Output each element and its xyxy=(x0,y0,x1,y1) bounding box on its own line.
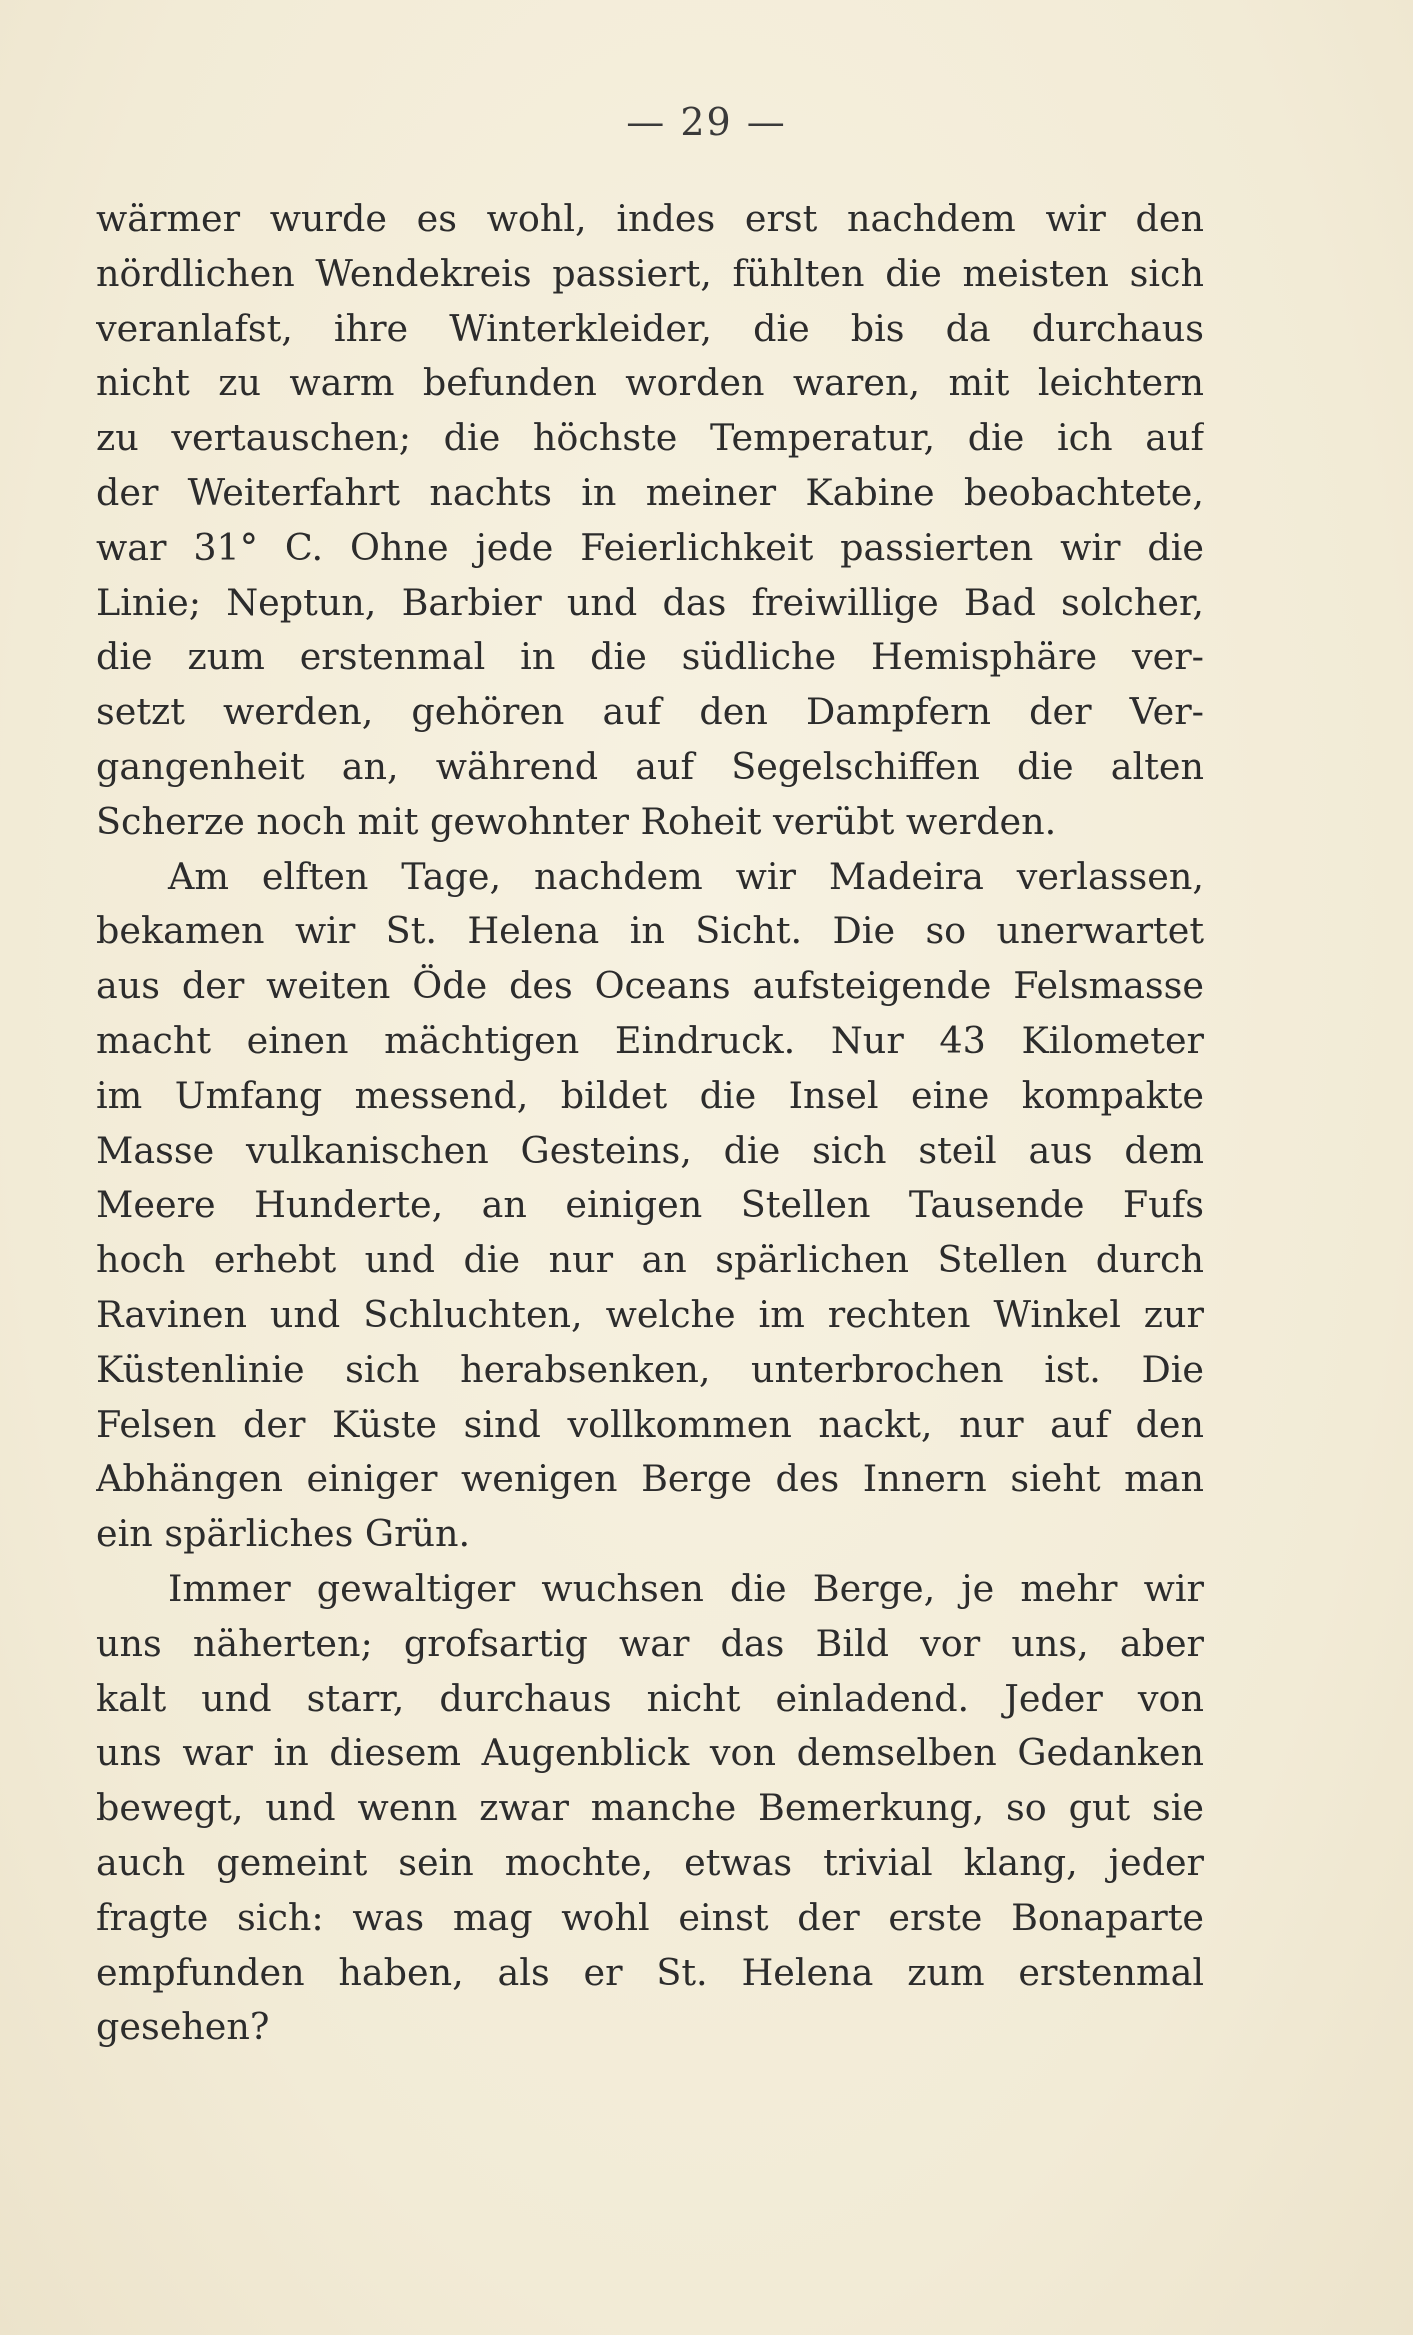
text-line: im Umfang messend, bildet die Insel eine kompakte xyxy=(96,1073,1204,1117)
text-line: Meere Hunderte, an einigen Stellen Tausende Fufs xyxy=(96,1183,1204,1227)
text-line: gesehen? xyxy=(96,2005,270,2049)
text-line: veranlafst, ihre Winterkleider, die bis da durchaus xyxy=(96,306,1204,350)
text-line: bekamen wir St. Helena in Sicht. Die so unerwartet xyxy=(96,909,1204,953)
text-line: uns war in diesem Augenblick von demselben Gedanken xyxy=(96,1731,1204,1775)
text-line: fragte sich: was mag wohl einst der erste Bonaparte xyxy=(96,1895,1204,1939)
text-line: Am elften Tage, nachdem wir Madeira verlassen, xyxy=(168,854,1204,898)
text-line: aus der weiten Öde des Oceans aufsteigende Felsmasse xyxy=(96,964,1204,1008)
text-line: zu vertauschen; die höchste Temperatur, die ich auf xyxy=(96,416,1204,460)
text-line: Masse vulkanischen Gesteins, die sich steil aus dem xyxy=(96,1128,1204,1172)
text-line: Immer gewaltiger wuchsen die Berge, je mehr wir xyxy=(168,1566,1204,1610)
text-line: Felsen der Küste sind vollkommen nackt, nur auf den xyxy=(96,1402,1204,1446)
text-line: wärmer wurde es wohl, indes erst nachdem wir den xyxy=(96,197,1204,240)
text-line: Abhängen einiger wenigen Berge des Innern sieht man xyxy=(96,1457,1204,1501)
text-line: war 31° C. Ohne jede Feierlichkeit passierten wir die xyxy=(96,525,1204,569)
text-line: uns näherten; grofsartig war das Bild vor uns, aber xyxy=(96,1621,1204,1665)
text-line: macht einen mächtigen Eindruck. Nur 43 Kilometer xyxy=(96,1018,1204,1062)
text-line: die zum erstenmal in die südliche Hemisphäre ver- xyxy=(96,635,1204,679)
text-line: Ravinen und Schluchten, welche im rechten Winkel zur xyxy=(96,1292,1204,1336)
text-line: ein spärliches Grün. xyxy=(96,1512,471,1556)
text-line: nördlichen Wendekreis passiert, fühlten die meisten sich xyxy=(96,251,1204,295)
text-line: auch gemeint sein mochte, etwas trivial klang, jeder xyxy=(96,1840,1204,1884)
text-line: der Weiterfahrt nachts in meiner Kabine beobachtete, xyxy=(96,470,1204,514)
text-line: bewegt, und wenn zwar manche Bemerkung, so gut sie xyxy=(96,1786,1204,1830)
text-line: nicht zu warm befunden worden waren, mit leichtern xyxy=(96,361,1204,405)
text-line: gangenheit an, während auf Segelschiffen die alten xyxy=(96,744,1204,788)
text-line: setzt werden, gehören auf den Dampfern der Ver- xyxy=(96,690,1204,734)
text-line: Küstenlinie sich herabsenken, unterbrochen ist. Die xyxy=(96,1347,1204,1391)
text-line: Linie; Neptun, Barbier und das freiwillige Bad solcher, xyxy=(96,580,1204,624)
text-line: empfunden haben, als er St. Helena zum erstenmal xyxy=(96,1950,1204,1994)
body-text xyxy=(96,192,1204,2055)
page-number-header: — 29 — xyxy=(626,100,787,144)
text-line: kalt und starr, durchaus nicht einladend. Jeder von xyxy=(96,1676,1204,1720)
text-line: hoch erhebt und die nur an spärlichen Stellen durch xyxy=(96,1238,1204,1282)
text-line: Scherze noch mit gewohnter Roheit verübt werden. xyxy=(96,799,1057,843)
